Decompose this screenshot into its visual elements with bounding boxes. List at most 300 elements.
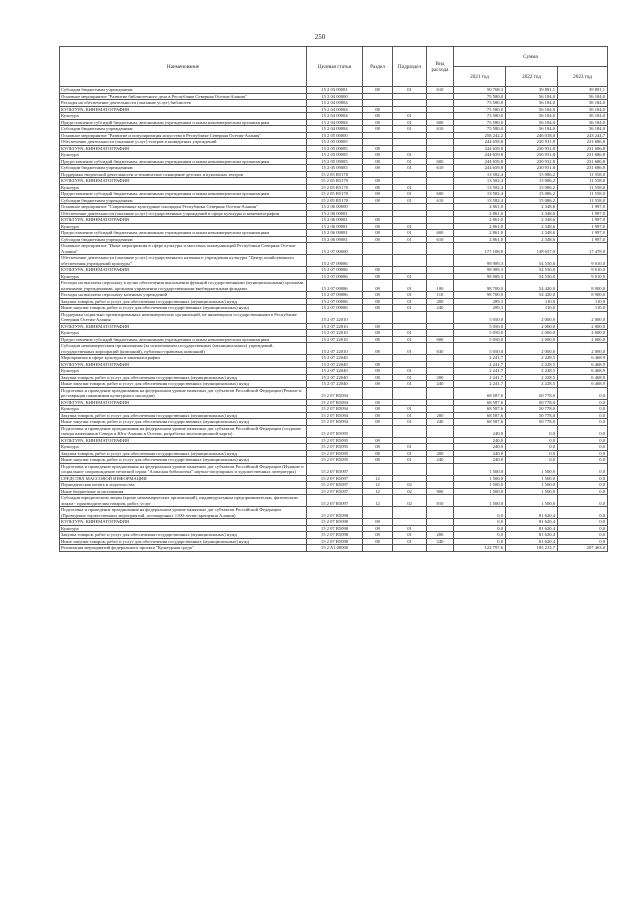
cell-section: 08	[363, 525, 393, 532]
cell-name: Иные закупки товаров, работ и услуг для обеспечения государственных (муниципальных) нужд	[60, 538, 307, 545]
cell-2023: 56 184,0	[558, 126, 608, 133]
cell-expense-type	[427, 545, 454, 552]
cell-subsection: 01	[393, 165, 427, 172]
cell-expense-type: 610	[427, 87, 454, 94]
cell-expense-type: 200	[427, 374, 454, 381]
cell-section: 08	[363, 336, 393, 343]
cell-2023: 0,0	[558, 457, 608, 464]
page-number: 250	[314, 33, 326, 41]
cell-name: Субсидии бюджетным учреждениям	[60, 236, 307, 243]
cell-section: 08	[363, 412, 393, 419]
cell-2021: 2 861,0	[454, 204, 506, 211]
cell-2022: 50 778,0	[506, 406, 558, 413]
cell-2021: 68 587,6	[454, 387, 506, 399]
cell-2023: 231 686,8	[558, 165, 608, 172]
cell-2021: 75 580,0	[454, 93, 506, 100]
cell-section: 08	[363, 191, 393, 198]
cell-2022: 2 348,6	[506, 204, 558, 211]
cell-subsection: 01	[393, 525, 427, 532]
cell-2022: 50 778,0	[506, 412, 558, 419]
cell-section: 08	[363, 323, 393, 330]
cell-2023: 0,0	[558, 525, 608, 532]
cell-name: КУЛЬТУРА, КИНЕМАТОГРАФИЯ	[60, 437, 307, 444]
cell-name: Культура	[60, 368, 307, 375]
cell-2021: 13 582,4	[454, 191, 506, 198]
table-row	[60, 255, 608, 267]
cell-name: Подготовка и проведение празднования на федеральном уровне памятных дат субъектов Российской Федерации (Проведение торжественных мероприятий, посвященных 1100-летию крещения Алании)	[60, 507, 307, 519]
cell-2023: 1 997,0	[558, 230, 608, 237]
cell-name: Культура	[60, 223, 307, 230]
cell-2022: 81 620,4	[506, 507, 558, 519]
cell-2023: 56 184,0	[558, 100, 608, 107]
cell-section: 08	[363, 368, 393, 375]
cell-2023: 9 010,0	[558, 255, 608, 267]
header-section: Раздел	[363, 47, 393, 87]
cell-section: 08	[363, 87, 393, 94]
header-subsection: Подраздел	[393, 47, 427, 87]
cell-code: 15 2 07 22010	[307, 323, 363, 330]
cell-name: Реализация мероприятий федерального проекта "Культурная среда"	[60, 545, 307, 552]
cell-name: КУЛЬТУРА, КИНЕМАТОГРАФИЯ	[60, 267, 307, 274]
cell-2022: 56 184,0	[506, 113, 558, 120]
cell-2023: 1 997,0	[558, 210, 608, 217]
cell-name: Иные закупки товаров, работ и услуг для обеспечения государственных (муниципальных) нужд	[60, 419, 307, 426]
cell-subsection: 01	[393, 450, 427, 457]
cell-2022: 2 348,6	[506, 210, 558, 217]
cell-2022: 0,0	[506, 425, 558, 437]
cell-section: 12	[363, 475, 393, 482]
cell-2023: 0,0	[558, 419, 608, 426]
cell-2022: 50 778,0	[506, 419, 558, 426]
cell-code: 15 2 07 R5094	[307, 399, 363, 406]
cell-name: Культура	[60, 113, 307, 120]
cell-name: КУЛЬТУРА, КИНЕМАТОГРАФИЯ	[60, 217, 307, 224]
cell-name: Закупка товаров, работ и услуг для обеспечения государственных (муниципальных) нужд	[60, 532, 307, 539]
cell-2021: 0,0	[454, 538, 506, 545]
cell-expense-type	[427, 311, 454, 323]
cell-2022: 1 500,0	[506, 495, 558, 507]
cell-code: 15 2 A1 00000	[307, 545, 363, 552]
cell-name: Культура	[60, 273, 307, 280]
cell-section: 08	[363, 399, 393, 406]
cell-2023: 0,0	[558, 495, 608, 507]
cell-section: 08	[363, 230, 393, 237]
cell-name: Закупка товаров, работ и услуг для обеспечения государственных (муниципальных) нужд	[60, 412, 307, 419]
cell-section: 08	[363, 223, 393, 230]
cell-expense-type	[427, 463, 454, 475]
table-row	[60, 387, 608, 399]
cell-code: 15 2 06 09081	[307, 223, 363, 230]
cell-2021: 2 241,7	[454, 374, 506, 381]
cell-name: Культура	[60, 525, 307, 532]
cell-2022: 2 228,5	[506, 381, 558, 388]
cell-name: Периодическая печать и издательства	[60, 482, 307, 489]
cell-2022: 81 620,4	[506, 519, 558, 526]
cell-code: 15 2 04 09084	[307, 126, 363, 133]
cell-code: 15 2 07 R5097	[307, 463, 363, 475]
cell-name: Субсидии бюджетным учреждениям	[60, 165, 307, 172]
cell-2022: 138 657,0	[506, 243, 558, 255]
cell-2023: 0,0	[558, 437, 608, 444]
cell-2021: 289,3	[454, 298, 506, 305]
cell-section	[363, 255, 393, 267]
cell-2023: 110,0	[558, 305, 608, 312]
cell-2023: 0,0	[558, 532, 608, 539]
cell-subsection: 01	[393, 305, 427, 312]
cell-subsection: 01	[393, 374, 427, 381]
header-name: Наименование	[60, 47, 307, 87]
cell-expense-type: 240	[427, 305, 454, 312]
cell-2023: 17 478,9	[558, 243, 608, 255]
cell-subsection	[393, 255, 427, 267]
cell-2021: 68 587,6	[454, 406, 506, 413]
cell-2023: 8 900,0	[558, 292, 608, 299]
cell-section: 08	[363, 381, 393, 388]
cell-name: Закупка товаров, работ и услуг для обеспечения государственных (муниципальных) нужд	[60, 298, 307, 305]
cell-expense-type: 240	[427, 538, 454, 545]
cell-subsection: 01	[393, 336, 427, 343]
cell-section: 08	[363, 106, 393, 113]
cell-2022: 15 086,2	[506, 171, 558, 178]
cell-2021: 1 500,0	[454, 475, 506, 482]
cell-2022: 1 500,0	[506, 482, 558, 489]
cell-expense-type: 800	[427, 488, 454, 495]
cell-subsection	[393, 243, 427, 255]
cell-expense-type: 600	[427, 230, 454, 237]
cell-2023: 231 686,8	[558, 152, 608, 159]
cell-section	[363, 387, 393, 399]
cell-subsection: 02	[393, 488, 427, 495]
cell-2022: 230 931,8	[506, 145, 558, 152]
cell-code: 15 2 06 00000	[307, 204, 363, 211]
cell-subsection: 01	[393, 87, 427, 94]
cell-2023: 0,0	[558, 463, 608, 475]
cell-2023: 231 686,8	[558, 145, 608, 152]
cell-code: 15 2 05 09085	[307, 165, 363, 172]
cell-2023: 0,0	[558, 412, 608, 419]
header-sum: Сумма	[454, 47, 608, 67]
cell-subsection: 01	[393, 273, 427, 280]
cell-expense-type: 240	[427, 419, 454, 426]
cell-2023: 231 686,8	[558, 158, 608, 165]
cell-name: Иные закупки товаров, работ и услуг для обеспечения государственных (муниципальных) нужд	[60, 305, 307, 312]
cell-code: 15 2 07 09086	[307, 267, 363, 274]
cell-section: 08	[363, 178, 393, 185]
cell-name: Культура	[60, 184, 307, 191]
cell-2022: 185 215,7	[506, 545, 558, 552]
cell-2023: 11 558,0	[558, 171, 608, 178]
cell-2022: 2 228,5	[506, 355, 558, 362]
cell-code: 15 2 07 R5097	[307, 495, 363, 507]
cell-2021: 5 050,0	[454, 323, 506, 330]
cell-code: 15 2 07 R5097	[307, 475, 363, 482]
cell-expense-type	[427, 387, 454, 399]
cell-subsection: 01	[393, 330, 427, 337]
cell-section: 08	[363, 126, 393, 133]
cell-expense-type	[427, 255, 454, 267]
cell-2023: 1 997,0	[558, 217, 608, 224]
cell-subsection: 01	[393, 236, 427, 243]
cell-2021: 2 241,7	[454, 355, 506, 362]
cell-2023: 2 000,0	[558, 336, 608, 343]
cell-2021: 0,0	[454, 519, 506, 526]
header-code: Целевая статья	[307, 47, 363, 87]
cell-code: 15 2 05 R5170	[307, 171, 363, 178]
cell-section: 12	[363, 495, 393, 507]
cell-section: 08	[363, 145, 393, 152]
cell-expense-type: 610	[427, 197, 454, 204]
cell-code: 15 2 07 R5094	[307, 387, 363, 399]
cell-code: 15 2 07 R5098	[307, 538, 363, 545]
cell-subsection: 02	[393, 482, 427, 489]
cell-2021: 2 241,7	[454, 361, 506, 368]
table-row	[60, 280, 608, 292]
cell-name: КУЛЬТУРА, КИНЕМАТОГРАФИЯ	[60, 361, 307, 368]
cell-2022: 110,0	[506, 305, 558, 312]
cell-name: Поддержка социально ориентированных некоммерческих организаций, не являющихся государственными в Республике Северная Осетия-Алания	[60, 311, 307, 323]
cell-section: 08	[363, 119, 393, 126]
cell-subsection: 01	[393, 113, 427, 120]
cell-2021: 240,0	[454, 425, 506, 437]
cell-2021: 0,0	[454, 525, 506, 532]
cell-code: 15 2 07 09086	[307, 305, 363, 312]
cell-section: 08	[363, 444, 393, 451]
cell-expense-type: 200	[427, 298, 454, 305]
cell-2021: 2 241,7	[454, 368, 506, 375]
cell-subsection: 01	[393, 406, 427, 413]
cell-2021: 244 659,8	[454, 165, 506, 172]
cell-subsection: 01	[393, 381, 427, 388]
cell-code: 15 2 05 09085	[307, 145, 363, 152]
cell-code: 15 2 05 R5170	[307, 197, 363, 204]
cell-2021: 98 989,3	[454, 267, 506, 274]
cell-2021: 68 587,6	[454, 412, 506, 419]
cell-code: 15 2 07 R5098	[307, 525, 363, 532]
cell-code: 15 2 07 R5095	[307, 437, 363, 444]
cell-name: Культура	[60, 152, 307, 159]
cell-2022: 2 348,6	[506, 230, 558, 237]
cell-subsection: 01	[393, 298, 427, 305]
cell-2021: 13 582,4	[454, 171, 506, 178]
cell-2021: 2 861,0	[454, 223, 506, 230]
cell-name: Субсидии бюджетным учреждениям	[60, 87, 307, 94]
cell-code: 15 2 07 00000	[307, 243, 363, 255]
cell-2022: 230 931,8	[506, 152, 558, 159]
cell-section: 08	[363, 280, 393, 292]
cell-2022: 2 348,6	[506, 223, 558, 230]
cell-name: КУЛЬТУРА, КИНЕМАТОГРАФИЯ	[60, 519, 307, 526]
cell-subsection: 01	[393, 412, 427, 419]
cell-name: Предоставление субсидий бюджетным, автономным учреждениям и иным некоммерческим организациям	[60, 158, 307, 165]
cell-2021: 75 580,0	[454, 100, 506, 107]
cell-expense-type: 610	[427, 165, 454, 172]
cell-2023: 6 468,9	[558, 381, 608, 388]
cell-name: Культура	[60, 330, 307, 337]
cell-2022: 1 500,0	[506, 475, 558, 482]
cell-expense-type: 200	[427, 532, 454, 539]
cell-2022: 0,0	[506, 450, 558, 457]
cell-2022: 2 000,0	[506, 330, 558, 337]
cell-subsection: 01	[393, 457, 427, 464]
cell-code: 15 2 07 09086	[307, 255, 363, 267]
cell-expense-type	[427, 243, 454, 255]
cell-section: 08	[363, 197, 393, 204]
cell-2022: 1 500,0	[506, 463, 558, 475]
cell-name: Закупка товаров, работ и услуг для обеспечения государственных (муниципальных) нужд	[60, 450, 307, 457]
cell-name: Субсидии юридическим лицам (кроме некоммерческих организаций), индивидуальным предпринимателям, физическим лицам - производителям товаров, работ, услуг	[60, 495, 307, 507]
cell-name: Закупка товаров, работ и услуг для обеспечения государственных (муниципальных) нужд	[60, 374, 307, 381]
cell-name: Обеспечение деятельности (оказание услуг) государственных учреждений в сфере культуры и кинематографии	[60, 210, 307, 217]
cell-expense-type	[427, 507, 454, 519]
cell-2022: 0,0	[506, 457, 558, 464]
cell-subsection: 01	[393, 126, 427, 133]
cell-2021: 68 587,6	[454, 399, 506, 406]
cell-2022: 246 018,0	[506, 132, 558, 139]
cell-2023: 243 244,7	[558, 132, 608, 139]
cell-2023: 56 184,0	[558, 93, 608, 100]
cell-section: 08	[363, 450, 393, 457]
cell-expense-type	[427, 425, 454, 437]
cell-2022: 54 530,0	[506, 273, 558, 280]
cell-2022: 56 184,0	[506, 100, 558, 107]
cell-subsection: 01	[393, 184, 427, 191]
cell-section: 08	[363, 217, 393, 224]
cell-2023: 9 010,0	[558, 267, 608, 274]
cell-2023: 0,0	[558, 507, 608, 519]
cell-section: 08	[363, 419, 393, 426]
cell-expense-type: 600	[427, 191, 454, 198]
cell-2022: 230 931,8	[506, 139, 558, 146]
cell-2023: 0,0	[558, 538, 608, 545]
cell-section	[363, 545, 393, 552]
cell-2023: 0,0	[558, 450, 608, 457]
cell-subsection: 01	[393, 197, 427, 204]
table-header	[60, 47, 608, 87]
cell-name: Подготовка и проведение празднования на федеральном уровне памятных дат субъектов Российской Федерации (Издание и социальное сопровождение печатной серии "Аланская библиотека" научно-популярных и художественных литературы)	[60, 463, 307, 475]
cell-2021: 244 659,8	[454, 145, 506, 152]
cell-expense-type: 610	[427, 236, 454, 243]
cell-code: 15 2 07 R5098	[307, 519, 363, 526]
table-row	[60, 243, 608, 255]
cell-2023: 6 468,9	[558, 374, 608, 381]
cell-code: 15 2 07 22010	[307, 330, 363, 337]
cell-2021: 244 659,8	[454, 139, 506, 146]
cell-section: 08	[363, 236, 393, 243]
cell-subsection	[393, 507, 427, 519]
cell-section: 08	[363, 532, 393, 539]
cell-subsection: 01	[393, 444, 427, 451]
cell-code: 15 2 07 22040	[307, 374, 363, 381]
cell-2021: 98 989,3	[454, 255, 506, 267]
cell-code: 15 2 07 09086	[307, 280, 363, 292]
cell-section: 08	[363, 538, 393, 545]
cell-code: 15 2 07 R5095	[307, 425, 363, 437]
cell-2021: 50 768,3	[454, 87, 506, 94]
cell-2021: 98 700,0	[454, 292, 506, 299]
cell-code: 15 2 07 R5095	[307, 450, 363, 457]
cell-2022: 50 778,0	[506, 387, 558, 399]
cell-2022: 15 086,2	[506, 184, 558, 191]
cell-2021: 122 797,6	[454, 545, 506, 552]
cell-code: 15 2 05 09085	[307, 139, 363, 146]
cell-code: 15 2 04 09084	[307, 100, 363, 107]
cell-section: 08	[363, 113, 393, 120]
cell-2021: 68 587,6	[454, 419, 506, 426]
cell-section	[363, 507, 393, 519]
cell-code: 15 2 05 R5170	[307, 184, 363, 191]
cell-subsection: 01	[393, 223, 427, 230]
cell-2022: 2 348,6	[506, 217, 558, 224]
cell-2023: 0,0	[558, 444, 608, 451]
cell-2023: 6 468,9	[558, 368, 608, 375]
cell-2023: 231 686,8	[558, 139, 608, 146]
cell-2021: 75 580,0	[454, 119, 506, 126]
cell-subsection: 01	[393, 292, 427, 299]
cell-2021: 5 050,0	[454, 343, 506, 355]
cell-2022: 81 620,4	[506, 532, 558, 539]
cell-name: Культура	[60, 406, 307, 413]
cell-2021: 240,0	[454, 450, 506, 457]
cell-code: 15 2 07 22010	[307, 336, 363, 343]
cell-section: 08	[363, 158, 393, 165]
cell-2022: 230 931,8	[506, 158, 558, 165]
cell-2022: 39 891,1	[506, 87, 558, 94]
cell-2023: 8 900,0	[558, 280, 608, 292]
cell-2023: 0,0	[558, 482, 608, 489]
cell-expense-type: 600	[427, 158, 454, 165]
cell-2023: 2 000,0	[558, 311, 608, 323]
cell-name: Иные закупки товаров, работ и услуг для обеспечения государственных (муниципальных) нужд	[60, 381, 307, 388]
cell-2023: 56 184,0	[558, 106, 608, 113]
cell-section: 08	[363, 298, 393, 305]
cell-2022: 54 420,0	[506, 292, 558, 299]
cell-subsection: 01	[393, 343, 427, 355]
cell-code: 15 2 07 22040	[307, 355, 363, 362]
cell-2021: 1 500,0	[454, 495, 506, 507]
cell-2022: 15 086,2	[506, 178, 558, 185]
cell-subsection	[393, 387, 427, 399]
cell-section: 08	[363, 519, 393, 526]
cell-2023: 1 997,0	[558, 236, 608, 243]
table-row	[60, 545, 608, 552]
cell-code: 15 2 07 R5095	[307, 457, 363, 464]
cell-section: 08	[363, 437, 393, 444]
cell-2021: 2 861,0	[454, 230, 506, 237]
cell-code: 15 2 04 09084	[307, 119, 363, 126]
cell-2021: 98 989,3	[454, 273, 506, 280]
cell-2021: 75 580,0	[454, 106, 506, 113]
cell-expense-type: 810	[427, 495, 454, 507]
cell-subsection: 01	[393, 119, 427, 126]
cell-section: 08	[363, 292, 393, 299]
cell-2021: 244 659,8	[454, 152, 506, 159]
cell-code: 15 2 07 R5097	[307, 482, 363, 489]
cell-2022: 15 086,2	[506, 197, 558, 204]
cell-name: Основное мероприятие "Развитие и популяризация искусства в Республике Северная Осетия-Алания"	[60, 132, 307, 139]
cell-2021: 13 582,4	[454, 178, 506, 185]
table-row	[60, 425, 608, 437]
cell-name: Субсидии бюджетным учреждениям	[60, 197, 307, 204]
cell-name: Субсидии бюджетным учреждениям	[60, 126, 307, 133]
cell-2021: 240,0	[454, 457, 506, 464]
cell-2022: 81 620,4	[506, 525, 558, 532]
cell-2022: 2 000,0	[506, 311, 558, 323]
cell-name: Обеспечение деятельности (оказание услуг) государственного казенного учреждения культуры "Центр хозяйственного обеспечения учреждений культуры"	[60, 255, 307, 267]
cell-subsection: 01	[393, 230, 427, 237]
cell-code: 15 2 07 09086	[307, 298, 363, 305]
cell-2023: 6 468,9	[558, 361, 608, 368]
cell-section	[363, 463, 393, 475]
